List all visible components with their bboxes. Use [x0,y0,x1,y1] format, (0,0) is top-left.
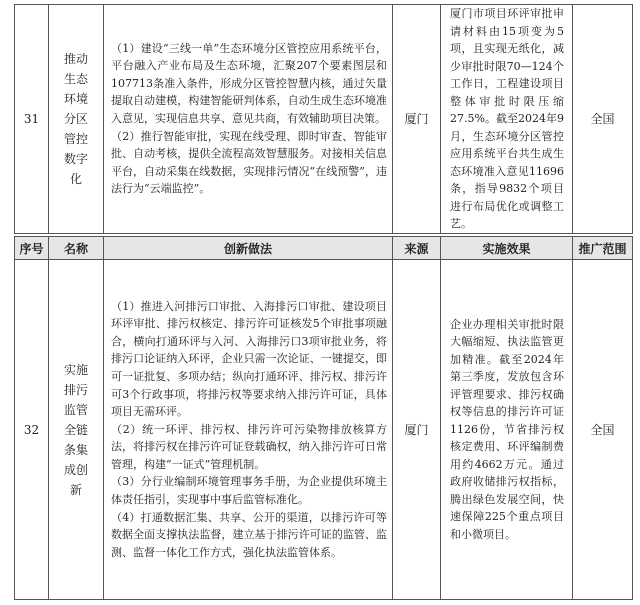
header-source: 来源 [393,237,441,260]
table-row-32-table [14,236,633,600]
effect-cell: 厦门市项目环评审批申请材料由15项变为5项，且实现无纸化，减少审批时限70—124个工作日，工程建设项目整体审批时限压缩27.5%。截至2024年9月，生态环境分区管控应用系统平台共生成生态环境准入意见11696条，指导9832个项目进行布局优化或调整工艺。 [441,5,573,234]
scope-cell: 全国 [573,260,633,600]
table-row-31-table [14,4,633,234]
method-paragraph: （2）统一环评、排污权、排污许可污染物排放核算方法，将排污权在排污许可证登载确权，纳入排污许可日常管理，构建“一证式”管理机制。 [111,422,387,471]
source-cell: 厦门 [393,260,441,600]
table-row [15,260,633,600]
scope-cell: 全国 [573,5,633,234]
method-paragraph: （1）推进入河排污口审批、入海排污口审批、建设项目环评审批、排污权核定、排污许可证核发5个审批事项融合，横向打通环评与入河、入海排污口3项审批业务，将排污口论证纳入环评，企业只需一次论证、一键提交，即可一证批复、多项办结；纵向打通环评、排污权、排污许可3个行政事项，将排污权等要求纳入排污许可证，具体项目无需环评。 [111,299,387,419]
table-row [15,5,633,234]
method-paragraph: （4）打通数据汇集、共享、公开的渠道，以排污许可等数据全面支撑执法监督，建立基于排污许可证的监管、监测、监督一体化工作方式，强化执法监管体系。 [111,510,387,559]
method-paragraph: （1）建设“三线一单”生态环境分区管控应用系统平台，平台融入产业布局及生态环境，汇聚207个要素图层和107713条准入条件，形成分区管控智慧内核，通过矢量提取自动建模，构建智能研判体系，自动生成生态环境准入意见，实现信息共享、意见共商，有效辅助项目决策。 [111,41,387,125]
method-paragraph: （2）推行智能审批，实现在线受理、即时审查、智能审批、自动考核，提供全流程高效智慧服务。对接相关信息平台，自动采集在线数据，实现排污情况“在线预警”，违法行为“云端监控”。 [111,129,387,196]
effect-cell: 企业办理相关审批时限大幅缩短、执法监管更加精准。截至2024年第三季度，发放包含环评管理要求、排污权确权等信息的排污许可证1126份，节省排污权核定费用、环评编制费用约4662万元。通过政府收储排污权指标，腾出绿色发展空间，快速保障225个重点项目和小微项目。 [441,260,573,600]
header-method: 创新做法 [104,237,393,260]
method-paragraph: （3）分行业编制环境管理事务手册，为企业提供环境主体责任指引，实现事中事后监管标准化。 [111,475,387,507]
source-cell: 厦门 [393,5,441,234]
header-name: 名称 [49,237,104,260]
header-effect: 实施效果 [441,237,573,260]
row-number: 31 [15,5,49,234]
header-no: 序号 [15,237,49,260]
measure-name: 实施排污监管全链条集成创新 [49,260,104,600]
method-cell [104,260,393,600]
row-number: 32 [15,260,49,600]
header-scope: 推广范围 [573,237,633,260]
method-cell [104,5,393,234]
measure-name: 推动生态环境分区管控数字化 [49,5,104,234]
table-header [15,237,633,260]
